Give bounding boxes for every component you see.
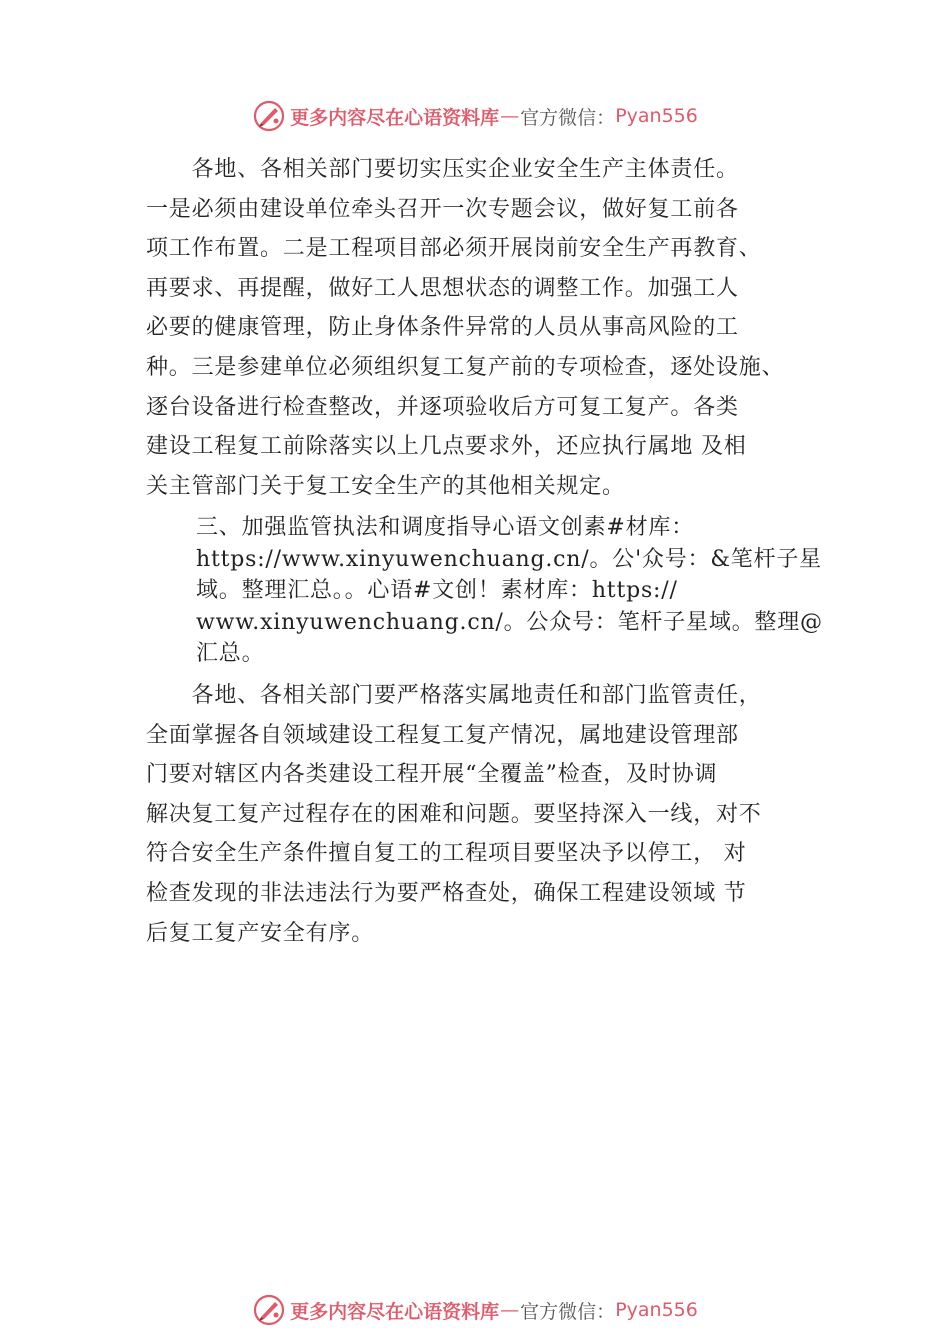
- text-line: https://www.xinyuwenchuang.cn/。公'众号：&笔杆子星: [196, 546, 822, 572]
- text-line: 各地、各相关部门要严格落实属地责任和部门监管责任，: [146, 683, 762, 708]
- text-line: 关主管部门关于复工安全生产的其他相关规定。: [146, 473, 625, 499]
- paragraph-3: [146, 676, 836, 953]
- text-line: 建设工程复工前除落实以上几点要求外，还应执行属地 及相: [146, 434, 747, 460]
- header-banner: [0, 96, 950, 136]
- text-line: 后复工复产安全有序。: [146, 920, 375, 946]
- banner-separator: —: [500, 105, 520, 127]
- text-line: 汇总。: [196, 641, 265, 666]
- banner-wechat-id: Pyan556: [615, 1299, 698, 1321]
- banner-label: 官方微信：: [520, 1300, 616, 1323]
- paragraph-1: [146, 150, 836, 506]
- text-line: 必要的健康管理，防止身体条件异常的人员从事高风险的工: [146, 315, 739, 341]
- section-heading-3: [196, 512, 846, 670]
- text-line: 种。三是参建单位必须组织复工复产前的专项检查，逐处设施、: [146, 354, 785, 380]
- text-line: www.xinyuwenchuang.cn/。公众号：笔杆子星域。整理@: [196, 609, 823, 635]
- text-line: 三、加强监管执法和调度指导心语文创素#材库：: [196, 515, 695, 540]
- banner-brand: 更多内容尽在心语资料库: [290, 1300, 500, 1323]
- text-line: 门要对辖区内各类建设工程开展“全覆盖”检查，及时协调: [146, 762, 718, 788]
- text-line: 项工作布置。二是工程项目部必须开展岗前安全生产再教育、: [146, 236, 762, 262]
- banner-wechat-id: Pyan556: [615, 105, 698, 127]
- text-line: 逐台设备进行检查整改，并逐项验收后方可复工复产。各类: [146, 394, 739, 420]
- text-line: 一是必须由建设单位牵头召开一次专题会议，做好复工前各: [146, 196, 739, 222]
- text-line: 各地、各相关部门要切实压实企业安全生产主体责任。: [146, 157, 739, 182]
- text-line: 检查发现的非法违法行为要严格查处，确保工程建设领域 节: [146, 880, 747, 906]
- banner-brand: 更多内容尽在心语资料库: [290, 106, 500, 129]
- text-line: 解决复工复产过程存在的困难和问题。要坚持深入一线，对不: [146, 801, 762, 827]
- text-line: 域。整理汇总。。心语#文创！素材库：https://: [196, 578, 678, 603]
- text-line: 全面掌握各自领域建设工程复工复产情况，属地建设管理部: [146, 722, 739, 748]
- text-line: 符合安全生产条件擅自复工的工程项目要坚决予以停工， 对: [146, 841, 747, 867]
- text-line: 再要求、再提醒，做好工人思想状态的调整工作。加强工人: [146, 275, 739, 301]
- footer-banner: [0, 1290, 950, 1330]
- logo-icon: [252, 1293, 286, 1327]
- banner-label: 官方微信：: [520, 106, 616, 129]
- banner-separator: —: [500, 1299, 520, 1321]
- logo-icon: [252, 99, 286, 133]
